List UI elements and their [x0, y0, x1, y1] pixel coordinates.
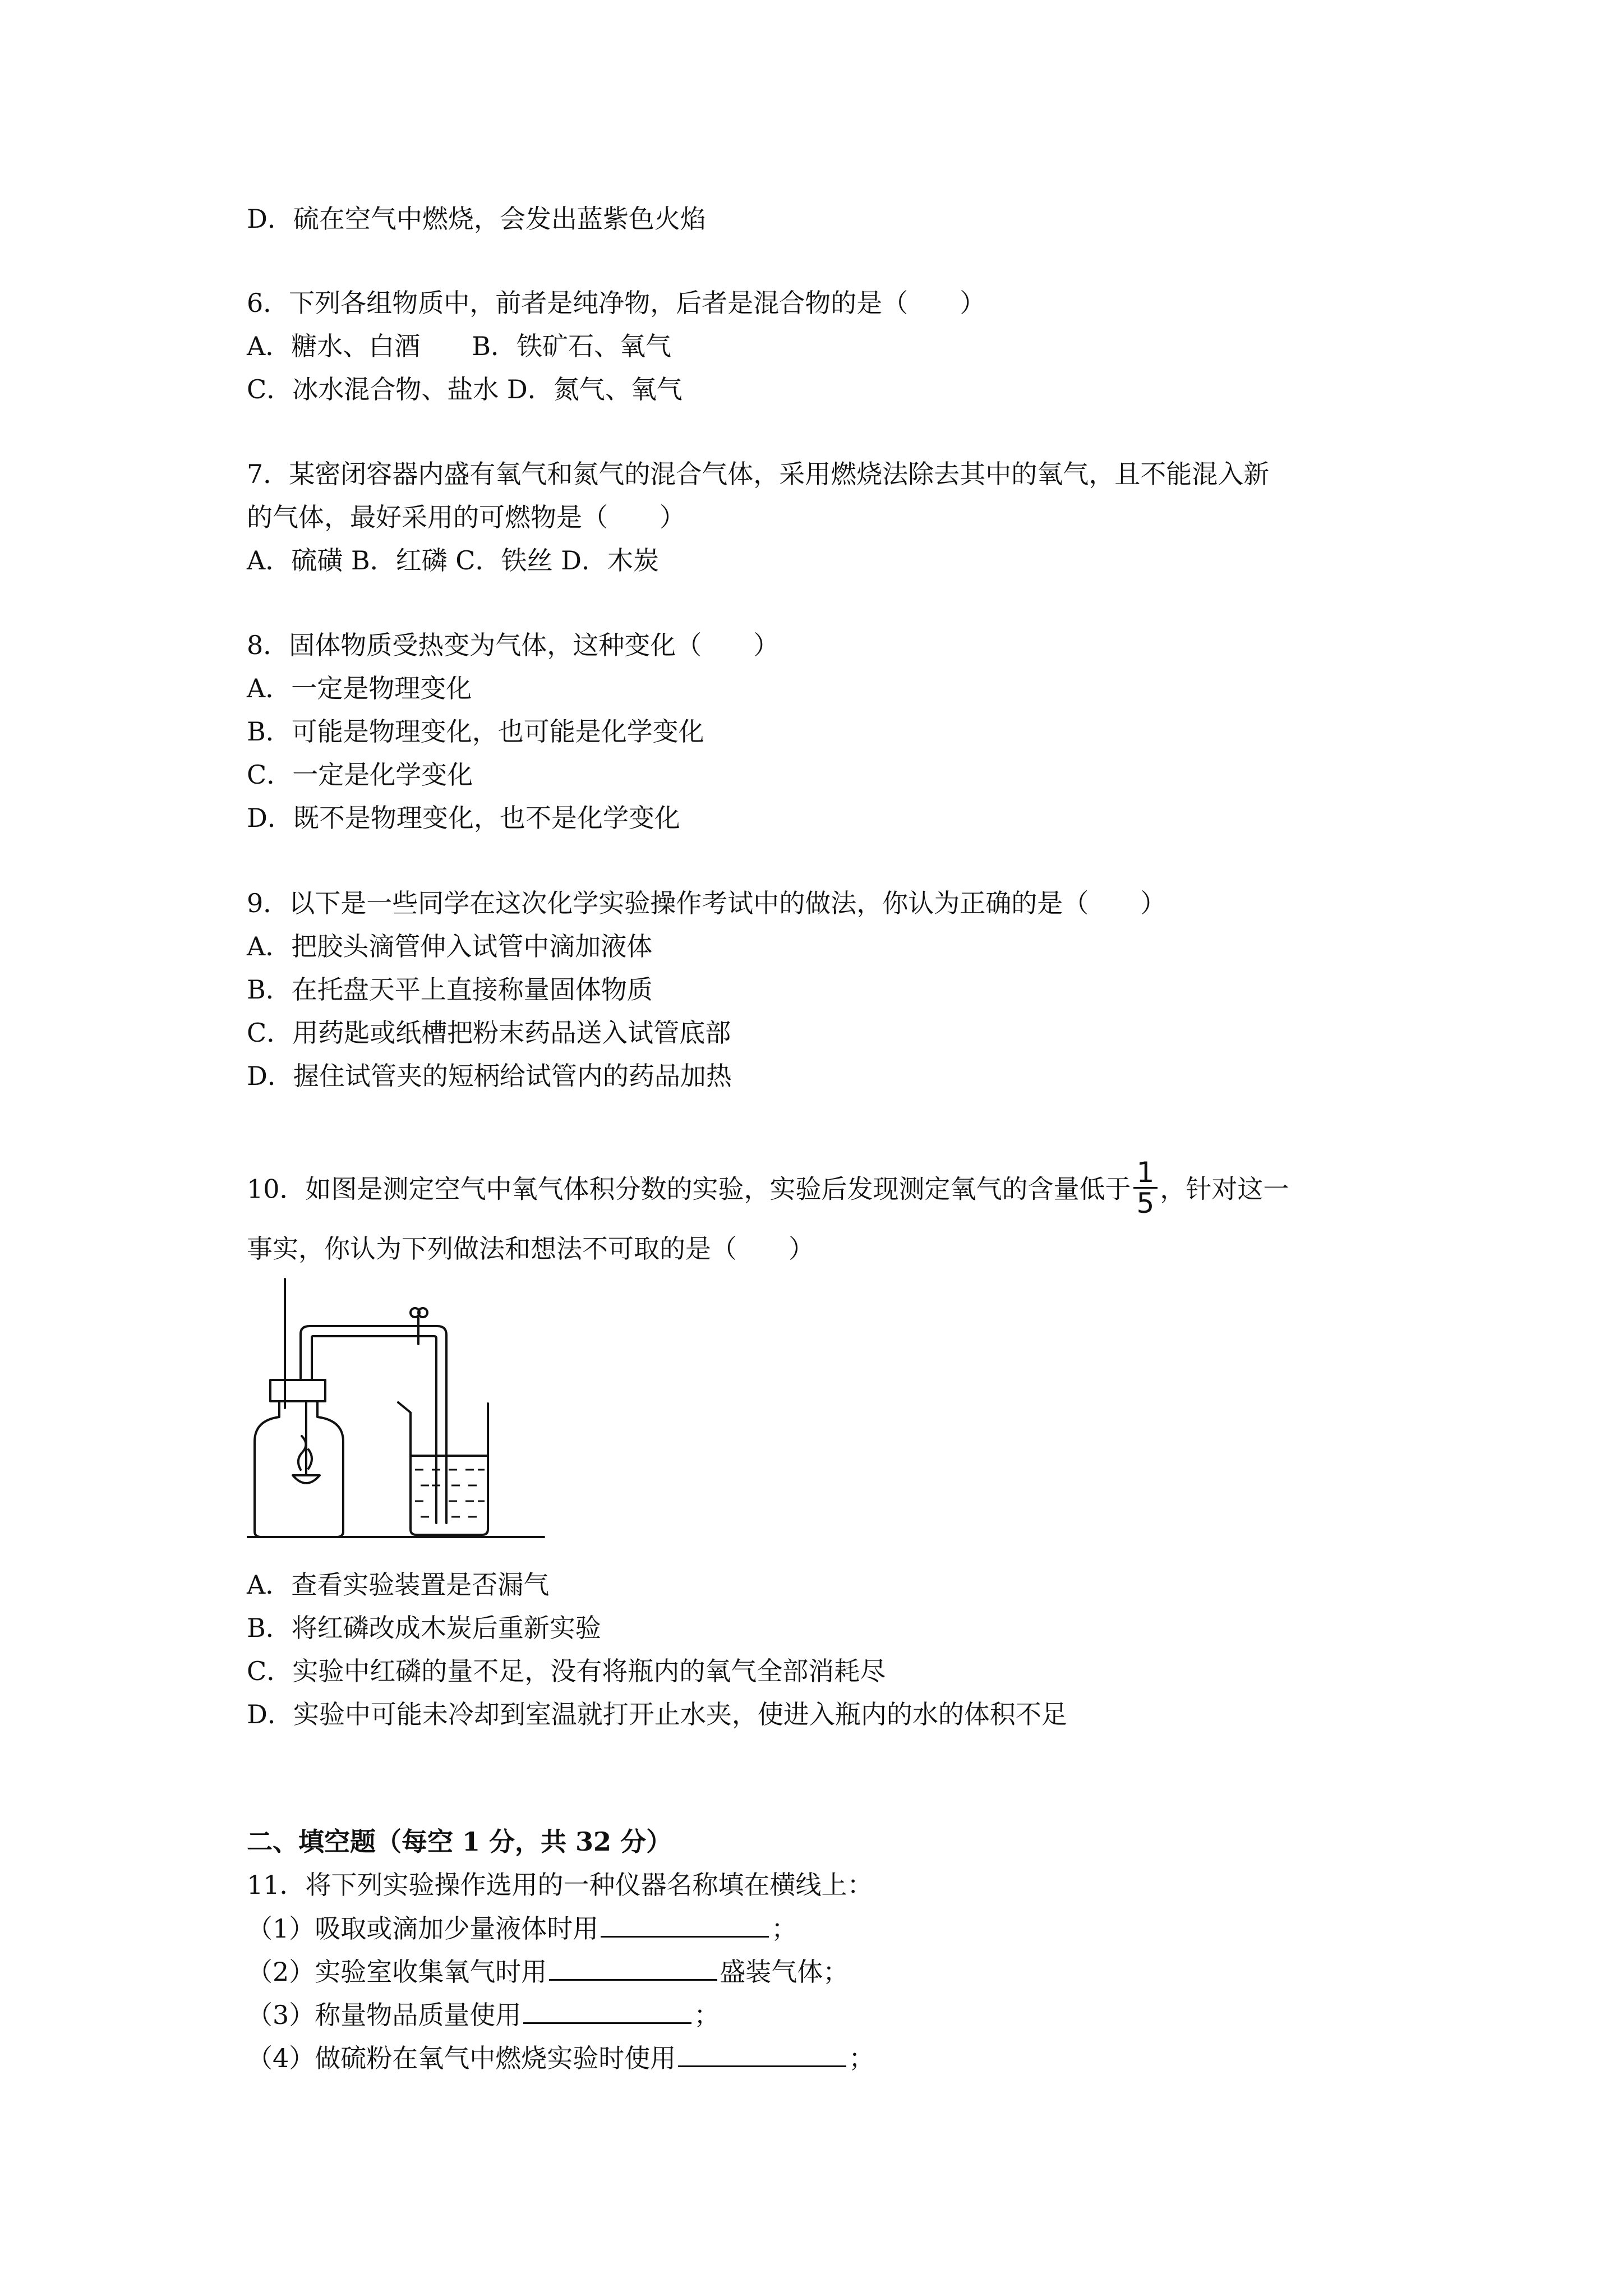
q10-option-d: D．实验中可能未冷却到室温就打开止水夹，使进入瓶内的水的体积不足 — [247, 1699, 1067, 1729]
oxygen-measurement-apparatus — [247, 1273, 561, 1543]
q9-option-b: B．在托盘天平上直接称量固体物质 — [247, 974, 653, 1005]
q11-item-3 — [247, 1998, 720, 2032]
q7-stem-line1: 7．某密闭容器内盛有氧气和氮气的混合气体，采用燃烧法除去其中的氧气，且不能混入新 — [247, 459, 1270, 489]
glass-tube — [301, 1326, 446, 1523]
q11-item-3-text: （3）称量物品质量使用 — [247, 2000, 522, 2030]
combustion-spoon — [293, 1475, 320, 1483]
q11-stem: 11．将下列实验操作选用的一种仪器名称填在横线上： — [247, 1870, 873, 1900]
q9-stem: 9．以下是一些同学在这次化学实验操作考试中的做法，你认为正确的是（ ） — [247, 888, 1166, 918]
q9-option-c: C．用药匙或纸槽把粉末药品送入试管底部 — [247, 1018, 731, 1048]
q8-option-d: D．既不是物理变化，也不是化学变化 — [247, 803, 680, 833]
answer-blank-2[interactable] — [549, 1954, 717, 1981]
q11-item-1-end: ； — [771, 1913, 797, 1944]
q10-stem-part1: 10．如图是测定空气中氧气体积分数的实验，实验后发现测定氧气的含量低于 — [247, 1174, 1131, 1204]
q10-stem-line2: 事实，你认为下列做法和想法不可取的是（ ） — [247, 1234, 814, 1264]
q9-option-d: D．握住试管夹的短柄给试管内的药品加热 — [247, 1061, 732, 1091]
q6-stem: 6．下列各组物质中，前者是纯净物，后者是混合物的是（ ） — [247, 288, 986, 318]
q8-option-a: A．一定是物理变化 — [247, 673, 472, 703]
q10-option-a: A．查看实验装置是否漏气 — [247, 1570, 550, 1600]
answer-blank-4[interactable] — [678, 2041, 846, 2067]
q5-option-d: D．硫在空气中燃烧，会发出蓝紫色火焰 — [247, 204, 706, 234]
beaker — [398, 1402, 488, 1535]
q8-option-c: C．一定是化学变化 — [247, 760, 473, 790]
q11-item-2 — [247, 1954, 849, 1989]
fraction-denominator: 5 — [1136, 1187, 1155, 1220]
q11-item-1 — [247, 1911, 797, 1945]
water-dashes — [415, 1470, 485, 1517]
q10-stem-line1 — [247, 1156, 1289, 1221]
q6-options-row1: A．糖水、白酒 B．铁矿石、氧气 — [247, 331, 672, 361]
section-2-heading: 二、填空题（每空 1 分，共 32 分） — [247, 1826, 672, 1857]
q9-option-a: A．把胶头滴管伸入试管中滴加液体 — [247, 931, 653, 961]
q6-options-row2: C．冰水混合物、盐水 D．氮气、氧气 — [247, 374, 683, 404]
one-fifth-fraction — [1133, 1158, 1158, 1218]
q11-item-2-end: 盛装气体； — [720, 1957, 849, 1987]
q7-stem-line2: 的气体，最好采用的可燃物是（ ） — [247, 502, 685, 532]
q11-item-2-text: （2）实验室收集氧气时用 — [247, 1957, 547, 1987]
answer-blank-3[interactable] — [523, 1998, 691, 2024]
q11-item-3-end: ； — [694, 2000, 720, 2030]
smoke — [298, 1436, 306, 1470]
q7-options: A．硫磺 B．红磷 C．铁丝 D．木炭 — [247, 545, 659, 576]
q8-option-b: B．可能是物理变化，也可能是化学变化 — [247, 716, 704, 747]
stopper — [270, 1380, 325, 1401]
q10-stem-part2: ，针对这一 — [1160, 1174, 1289, 1204]
q8-stem: 8．固体物质受热变为气体，这种变化（ ） — [247, 630, 780, 660]
q11-item-4-end: ； — [849, 2043, 875, 2073]
q10-option-b: B．将红磷改成木炭后重新实验 — [247, 1613, 601, 1643]
fraction-numerator: 1 — [1133, 1158, 1158, 1189]
answer-blank-1[interactable] — [601, 1911, 769, 1938]
q11-item-1-text: （1）吸取或滴加少量液体时用 — [247, 1913, 599, 1944]
q11-item-4-text: （4）做硫粉在氧气中燃烧实验时使用 — [247, 2043, 676, 2073]
q11-item-4 — [247, 2041, 874, 2075]
collecting-jar — [255, 1401, 343, 1537]
q10-option-c: C．实验中红磷的量不足，没有将瓶内的氧气全部消耗尽 — [247, 1656, 886, 1686]
